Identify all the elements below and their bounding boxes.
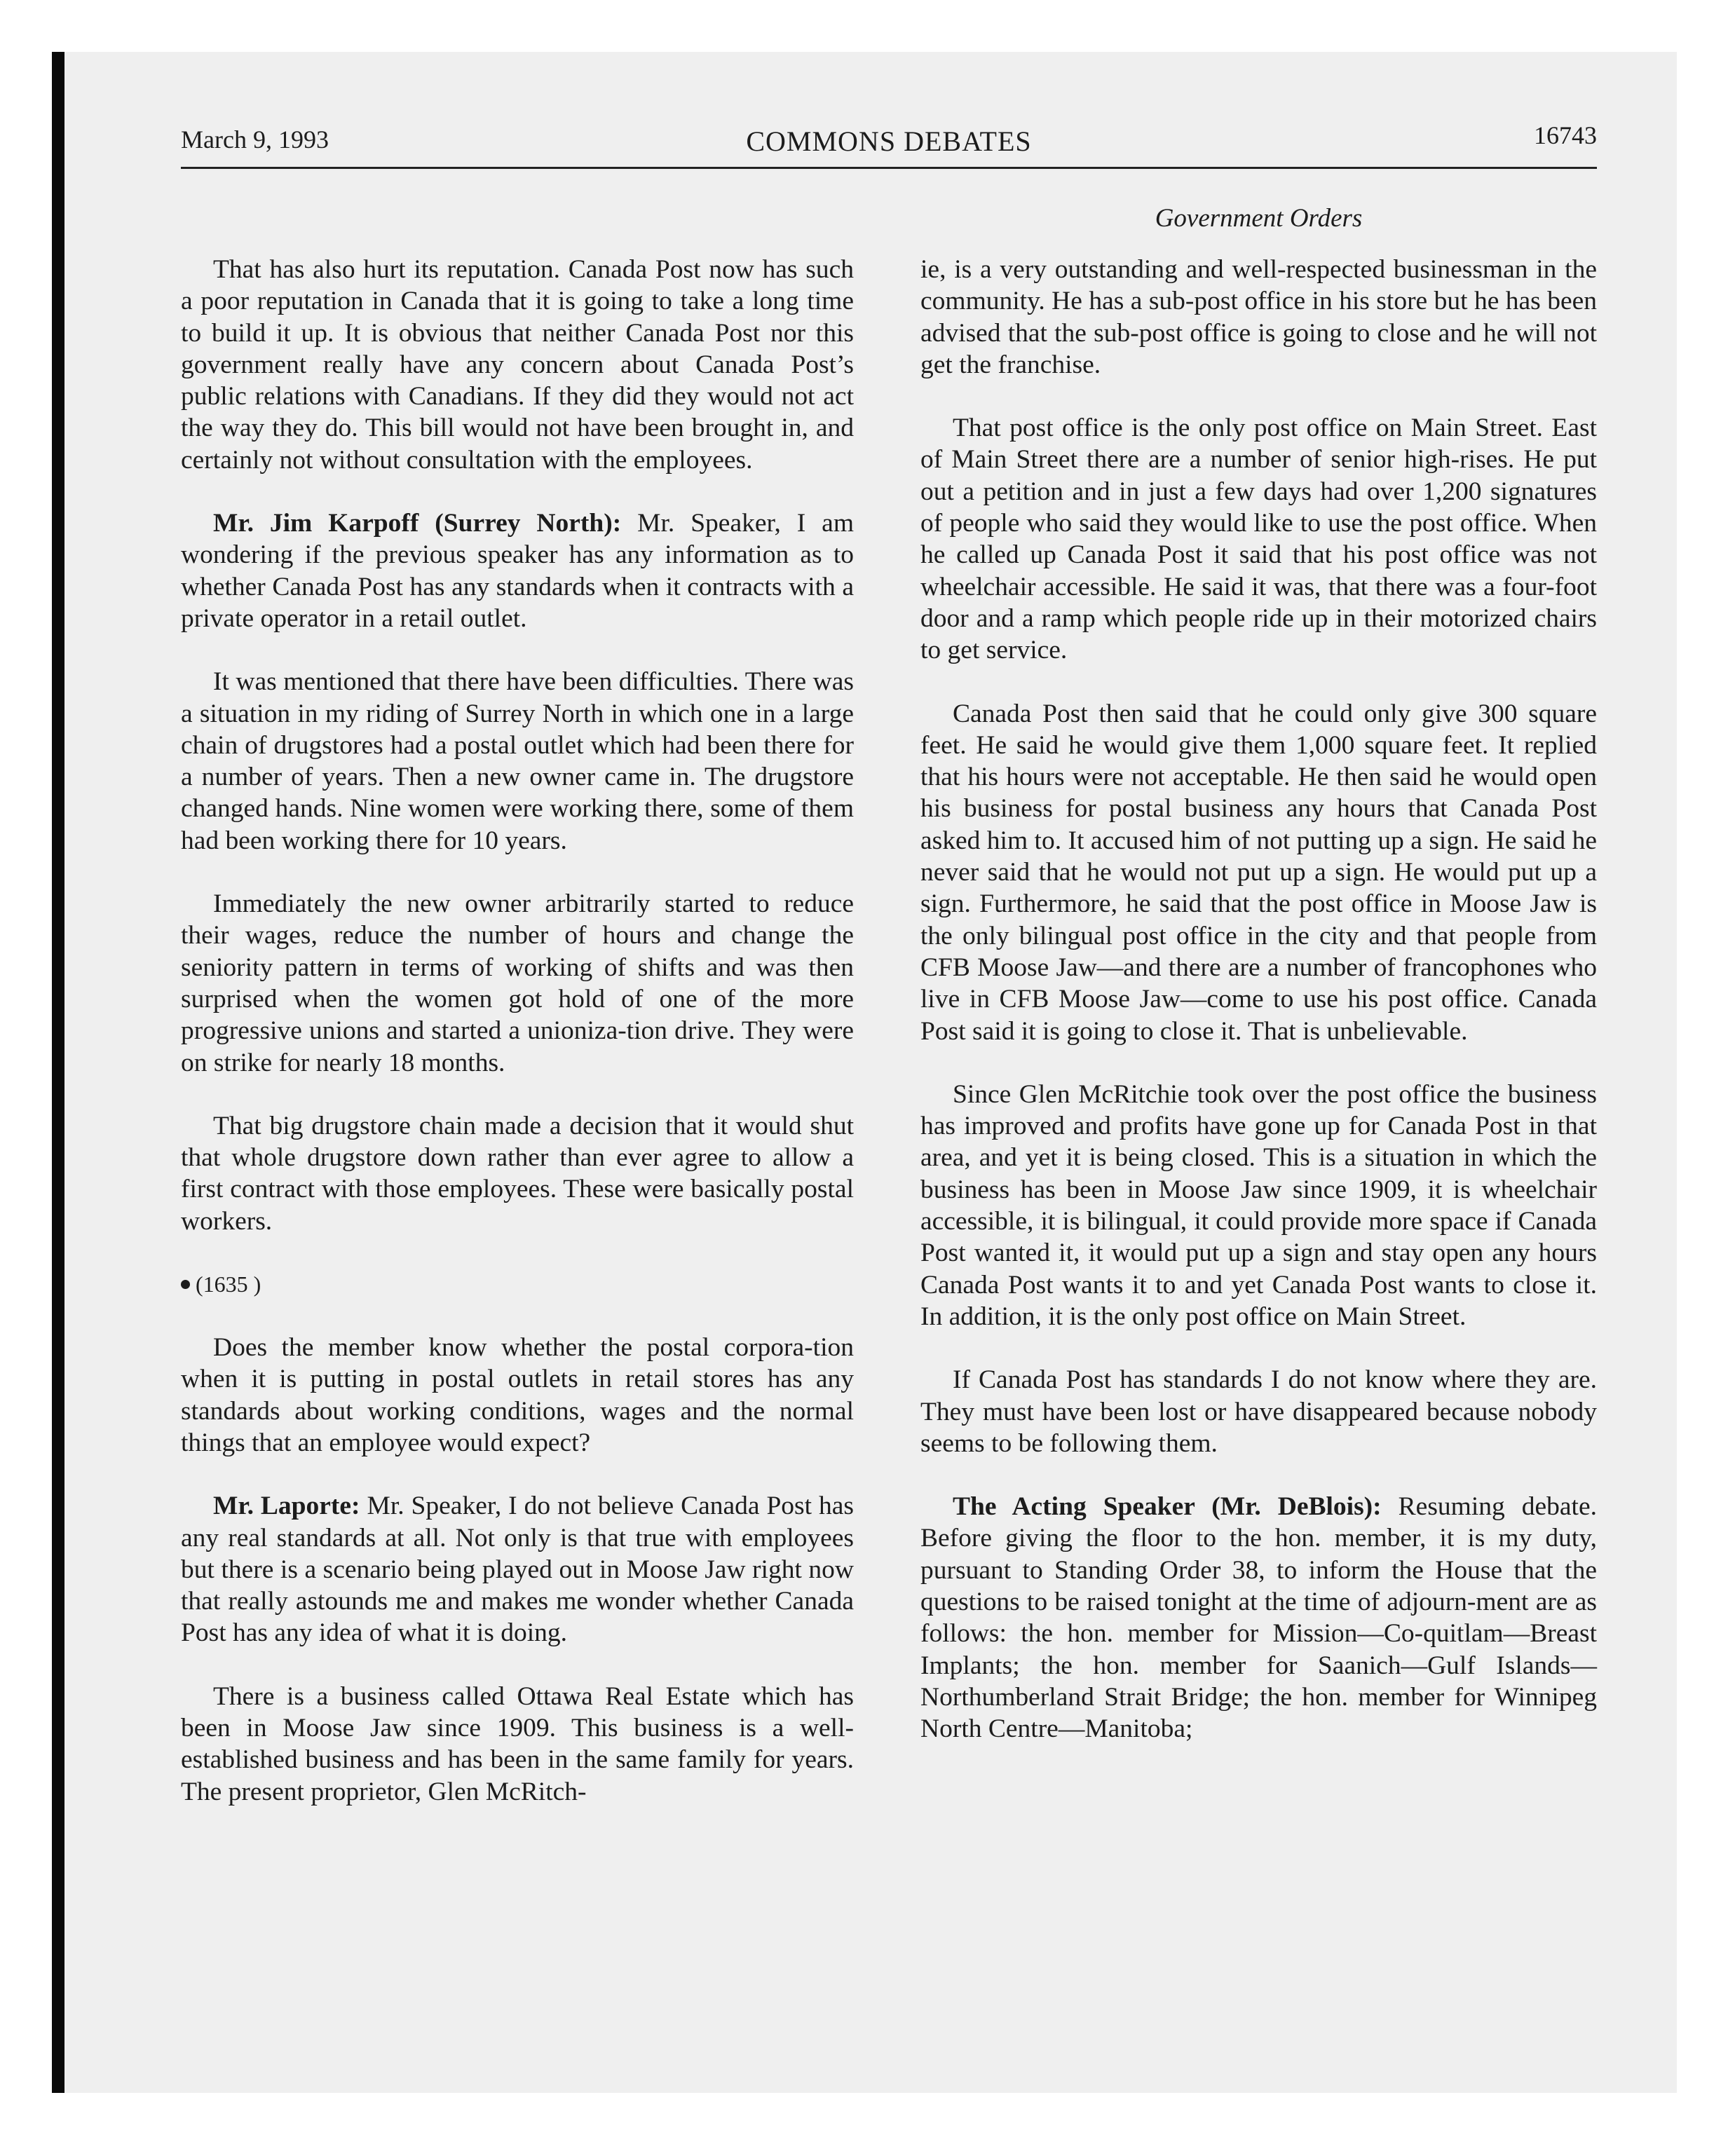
paragraph: If Canada Post has standards I do not know where they are. They must have been lost or have disappeared because nobody seems to be following them. [920,1365,1597,1458]
paragraph: That post office is the only post office on Main Street. East of Main Street there are a number of senior high-rises. He put out a petition and in just a few days had over 1,200 signatures of people who said they would like to use the post office. When he called up Canada Post it said that his post office was not wheelchair accessible. He said it was, that there was a four-foot door and a ramp which people ride up in their motorized chairs to get service. [920,414,1597,665]
scan-edge [52,52,64,2093]
paragraph: That has also hurt its reputation. Canada Post now has such a poor reputation in Canada that it is going to take a long time to build it up. It is obvious that neither Canada Post nor this government really have any concern about Canada Post’s public relations with Canadians. If they did they would not act the way they do. This bill would not have been brought in, and certainly not without consultation with the employees. [181,255,854,475]
paragraph: That big drugstore chain made a decision that it would shut that whole drugstore down rather than ever agree to allow a first contract with those employees. These were basically postal workers. [181,1111,854,1236]
page-number: 16743 [1534,121,1597,149]
header-date: March 9, 1993 [181,125,329,153]
right-column [920,254,1597,1776]
header-title: COMMONS DEBATES [746,125,1032,157]
paragraph: It was mentioned that there have been difficulties. There was a situation in my riding of Surrey North in which one in a large chain of drugstores had a postal outlet which had been there for a number of years. Then a new owner came in. The drugstore changed hands. Nine women were working there, some of them had been working there for 10 years. [181,667,854,855]
paragraph: Since Glen McRitchie took over the post office the business has improved and profits have gone up for Canada Post in that area, and yet it is being closed. This is a situation in which the business has been in Moose Jaw since 1909, it is wheelchair accessible, it is bilingual, it could provide more space if Canada Post wanted it, it would put up a sign and stay open any hours Canada Post wants it to and yet Canada Post wants to close it. In addition, it is the only post office on Main Street. [920,1079,1597,1331]
paragraph [920,1491,1597,1745]
timestamp-text: (1635 ) [196,1271,261,1297]
speech-text: Mr. Speaker, I am wondering if the previous speaker has any information as to whether Canada Post has any standards when it contracts with a private operator in a retail outlet. [181,509,854,633]
section-heading: Government Orders [1155,204,1363,233]
speaker-name: Mr. Laporte: [213,1492,360,1521]
speaker-name: Mr. Jim Karpoff (Surrey North): [213,509,622,538]
paragraph [181,1490,854,1649]
page-header [181,121,1597,167]
speech-text: Mr. Speaker, I do not believe Canada Post has any real standards at all. Not only is that true with employees but there is a scenario being played out in Moose Jaw right now that really astounds me and makes me wonder whether Canada Post has any idea of what it is doing. [181,1492,854,1648]
paragraph: There is a business called Ottawa Real Estate which has been in Moose Jaw since 1909. This business is a well-established business and has been in the same family for years. The present proprietor, Glen McRitch- [181,1681,854,1806]
paragraph: Does the member know whether the postal corpora-tion when it is putting in postal outlets in retail stores has any standards about working conditions, wages and the normal things that an employee would expect? [181,1333,854,1457]
speaker-name: The Acting Speaker (Mr. DeBlois): [953,1492,1382,1522]
paragraph: Canada Post then said that he could only give 300 square feet. He said he would give them 1,000 square feet. It replied that his hours were not acceptable. He then said he would open his business for postal business any hours that Canada Post asked him to. It accused him of not putting up a sign. He said he never said that he would not put up a sign. He would put up a sign. Furthermore, he said that the post office in Moose Jaw is the only bilingual post office in the city and that people from CFB Moose Jaw—and there are a number of francophones who live in CFB Moose Jaw—come to use his post office. Canada Post said it is going to close it. That is unbelievable. [920,699,1597,1046]
left-column [181,254,854,1839]
bullet-icon [181,1280,190,1289]
header-rule [181,167,1597,169]
paragraph: Immediately the new owner arbitrarily started to reduce their wages, reduce the number of hours and change the seniority pattern in terms of working of shifts and was then surprised when the women got hold of one of the more progressive unions and started a unioniza-tion drive. They were on strike for nearly 18 months. [181,889,854,1077]
paragraph-continued: ie, is a very outstanding and well-respected businessman in the community. He has a sub-post office in his store but he has been advised that the sub-post office is going to close and he will not get the franchise. [920,255,1597,379]
paragraph [181,507,854,634]
timestamp [181,1269,854,1300]
speech-text: Resuming debate. Before giving the floor to the hon. member, it is my duty, pursuant to Standing Order 38, to inform the House that the questions to be raised tonight at the time of adjourn-ment are as follows: the hon. member for Mission—Co-quitlam—Breast Implants; the hon. member for Saanich—Gulf Islands—Northumberland Strait Bridge; the hon. member for Winnipeg North Centre—Manitoba; [920,1492,1597,1744]
